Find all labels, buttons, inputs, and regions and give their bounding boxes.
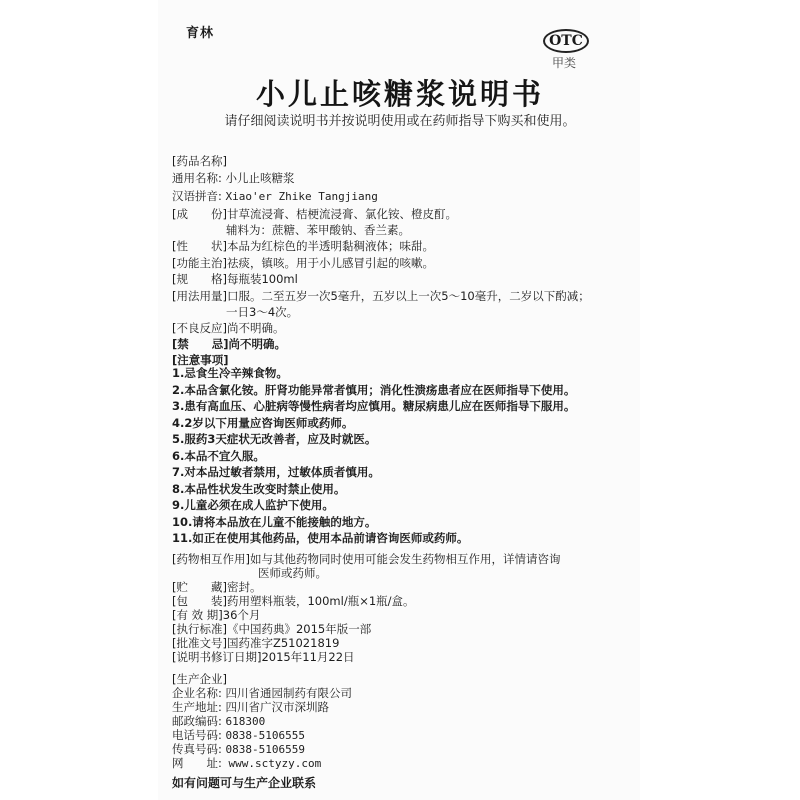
specification-row: [规 格]每瓶装100ml <box>172 272 298 286</box>
composition-row: [成 份]甘草流浸膏、桔梗流浸膏、氯化铵、橙皮酊。 <box>172 207 457 221</box>
approval-row: [批准文号]国药准字Z51021819 <box>172 636 340 650</box>
document-subtitle: 请仔细阅读说明书并按说明使用或在药师指导下购买和使用。 <box>224 114 576 129</box>
precaution-item: 10.请将本品放在儿童不能接触的地方。 <box>172 514 377 529</box>
manufacturer-name-row: 企业名称: 四川省通园制药有限公司 <box>172 686 353 700</box>
otc-class: 甲类 <box>552 56 577 70</box>
validity-row: [有 效 期]36个月 <box>172 608 261 622</box>
indications-row: [功能主治]祛痰，镇咳。用于小儿感冒引起的咳嗽。 <box>172 256 434 270</box>
manufacturer-address-row: 生产地址: 四川省广汉市深圳路 <box>172 700 330 714</box>
section-precautions: [注意事项] <box>172 353 229 367</box>
interactions-row: [药物相互作用]如与其他药物同时使用可能会发生药物相互作用，详情请咨询 <box>172 552 561 566</box>
precaution-item: 2.本品含氯化铵。肝肾功能异常者慎用；消化性溃疡患者应在医师指导下使用。 <box>172 382 576 397</box>
section-drug-name: [药品名称] <box>172 154 227 168</box>
precaution-item: 3.患有高血压、心脏病等慢性病者均应慎用。糖尿病患儿应在医师指导下服用。 <box>172 399 576 413</box>
dosage-row: [用法用量]口服。二至五岁一次5毫升，五岁以上一次5～10毫升，二岁以下酌减； <box>172 289 590 303</box>
pinyin-row: 汉语拼音: Xiao'er Zhike Tangjiang <box>172 189 378 203</box>
storage-row: [贮 藏]密封。 <box>172 580 262 594</box>
contact-note: 如有问题可与生产企业联系 <box>172 776 317 790</box>
phone-row: 电话号码: 0838-5106555 <box>172 728 306 742</box>
precaution-item: 4.2岁以下用量应咨询医师或药师。 <box>172 415 354 430</box>
website-row: 网 址: www.sctyzy.com <box>172 756 322 770</box>
revision-row: [说明书修订日期]2015年11月22日 <box>172 650 355 664</box>
precaution-item: 8.本品性状发生改变时禁止使用。 <box>172 481 346 496</box>
document-title: 小儿止咳糖浆说明书 <box>255 77 544 111</box>
dosage-row-cont: 一日3～4次。 <box>226 305 299 319</box>
postal-code-row: 邮政编码: 618300 <box>172 714 266 728</box>
precaution-item: 6.本品不宜久服。 <box>172 448 265 463</box>
adverse-row: [不良反应]尚不明确。 <box>172 321 285 335</box>
standard-row: [执行标准]《中国药典》2015年版一部 <box>172 622 372 636</box>
excipients-row: 辅料为：蔗糖、苯甲酸钠、香兰素。 <box>226 223 410 237</box>
precaution-item: 7.对本品过敏者禁用，过敏体质者慎用。 <box>172 465 380 479</box>
precaution-item: 1.忌食生冷辛辣食物。 <box>172 366 288 380</box>
precaution-item: 11.如正在使用其他药品，使用本品前请咨询医师或药师。 <box>172 531 469 545</box>
fax-row: 传真号码: 0838-5106559 <box>172 742 306 756</box>
character-row: [性 状]本品为红棕色的半透明黏稠液体；味甜。 <box>172 239 434 253</box>
otc-badge: OTC <box>543 29 589 53</box>
interactions-row-cont: 医师或药师。 <box>258 566 327 580</box>
contraindications-row: [禁 忌]尚不明确。 <box>172 337 287 351</box>
common-name-row: 通用名称: 小儿止咳糖浆 <box>172 171 295 185</box>
package-row: [包 装]药用塑料瓶装，100ml/瓶×1瓶/盒。 <box>172 594 415 608</box>
precaution-item: 5.服药3天症状无改善者，应及时就医。 <box>172 432 377 446</box>
section-manufacturer: [生产企业] <box>172 672 227 686</box>
precaution-item: 9.儿童必须在成人监护下使用。 <box>172 498 334 512</box>
brand-logo-text: 育林 <box>186 26 215 41</box>
